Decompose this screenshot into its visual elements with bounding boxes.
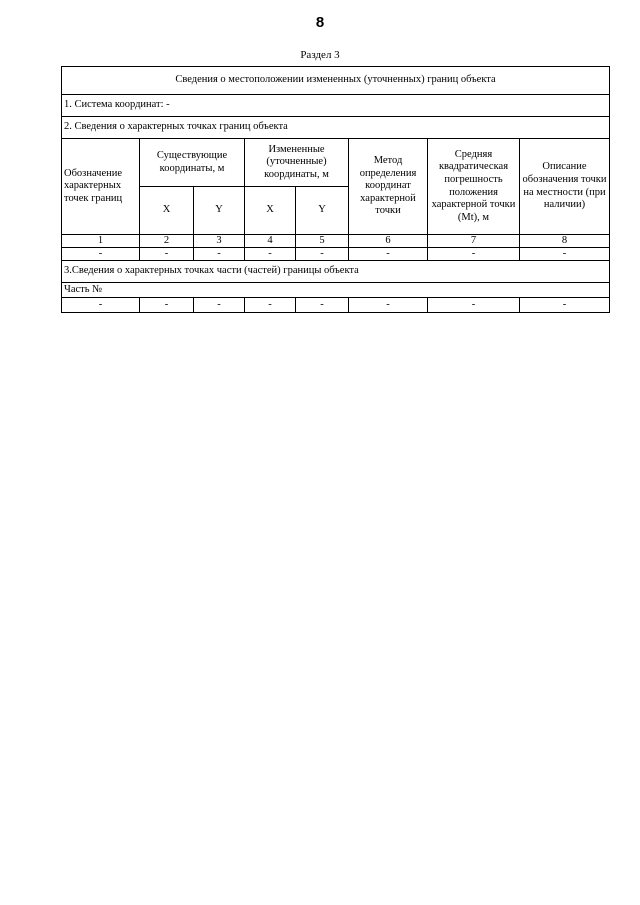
table-title: Сведения о местоположении измененных (уточненных) границ объекта (62, 67, 610, 95)
table-cell: - (194, 298, 245, 313)
column-number: 3 (194, 235, 245, 248)
header-y-existing: Y (194, 187, 245, 235)
table-cell: - (349, 298, 428, 313)
column-number: 2 (140, 235, 194, 248)
table-row (62, 248, 610, 261)
table-cell: - (194, 248, 245, 261)
header-error: Средняя квадратическая погрешность положения характерной точки (Mt), м (428, 139, 520, 235)
boundary-table (61, 66, 610, 313)
column-number: 6 (349, 235, 428, 248)
coordinate-system: 1. Система координат: - (62, 95, 610, 117)
column-number: 5 (296, 235, 349, 248)
column-numbers-row (62, 235, 610, 248)
header-changed-coordinates: Измененные (уточненные) координаты, м (245, 139, 349, 187)
header-y-changed: Y (296, 187, 349, 235)
table-cell: - (245, 248, 296, 261)
table-cell: - (62, 248, 140, 261)
column-number: 8 (520, 235, 610, 248)
page-number: 8 (315, 14, 325, 31)
column-number: 7 (428, 235, 520, 248)
table-cell: - (140, 248, 194, 261)
header-x-changed: X (245, 187, 296, 235)
table-cell: - (140, 298, 194, 313)
section-title: Раздел 3 (300, 49, 340, 61)
table-row (62, 298, 610, 313)
table-cell: - (62, 298, 140, 313)
table-cell: - (520, 298, 610, 313)
table-cell: - (296, 248, 349, 261)
header-method: Метод определения координат характерной точки (349, 139, 428, 235)
parts-heading: 3.Сведения о характерных точках части (частей) границы объекта (62, 261, 610, 283)
points-heading: 2. Сведения о характерных точках границ объекта (62, 117, 610, 139)
table-cell: - (520, 248, 610, 261)
table-cell: - (245, 298, 296, 313)
header-x-existing: X (140, 187, 194, 235)
column-number: 4 (245, 235, 296, 248)
header-designation: Обозначение характерных точек границ (62, 139, 140, 235)
table-cell: - (296, 298, 349, 313)
table-cell: - (428, 248, 520, 261)
header-description: Описание обозначения точки на местности (при наличии) (520, 139, 610, 235)
table-cell: - (428, 298, 520, 313)
table-cell: - (349, 248, 428, 261)
header-existing-coordinates: Существующие координаты, м (140, 139, 245, 187)
part-label: Часть № (62, 283, 610, 298)
column-number: 1 (62, 235, 140, 248)
